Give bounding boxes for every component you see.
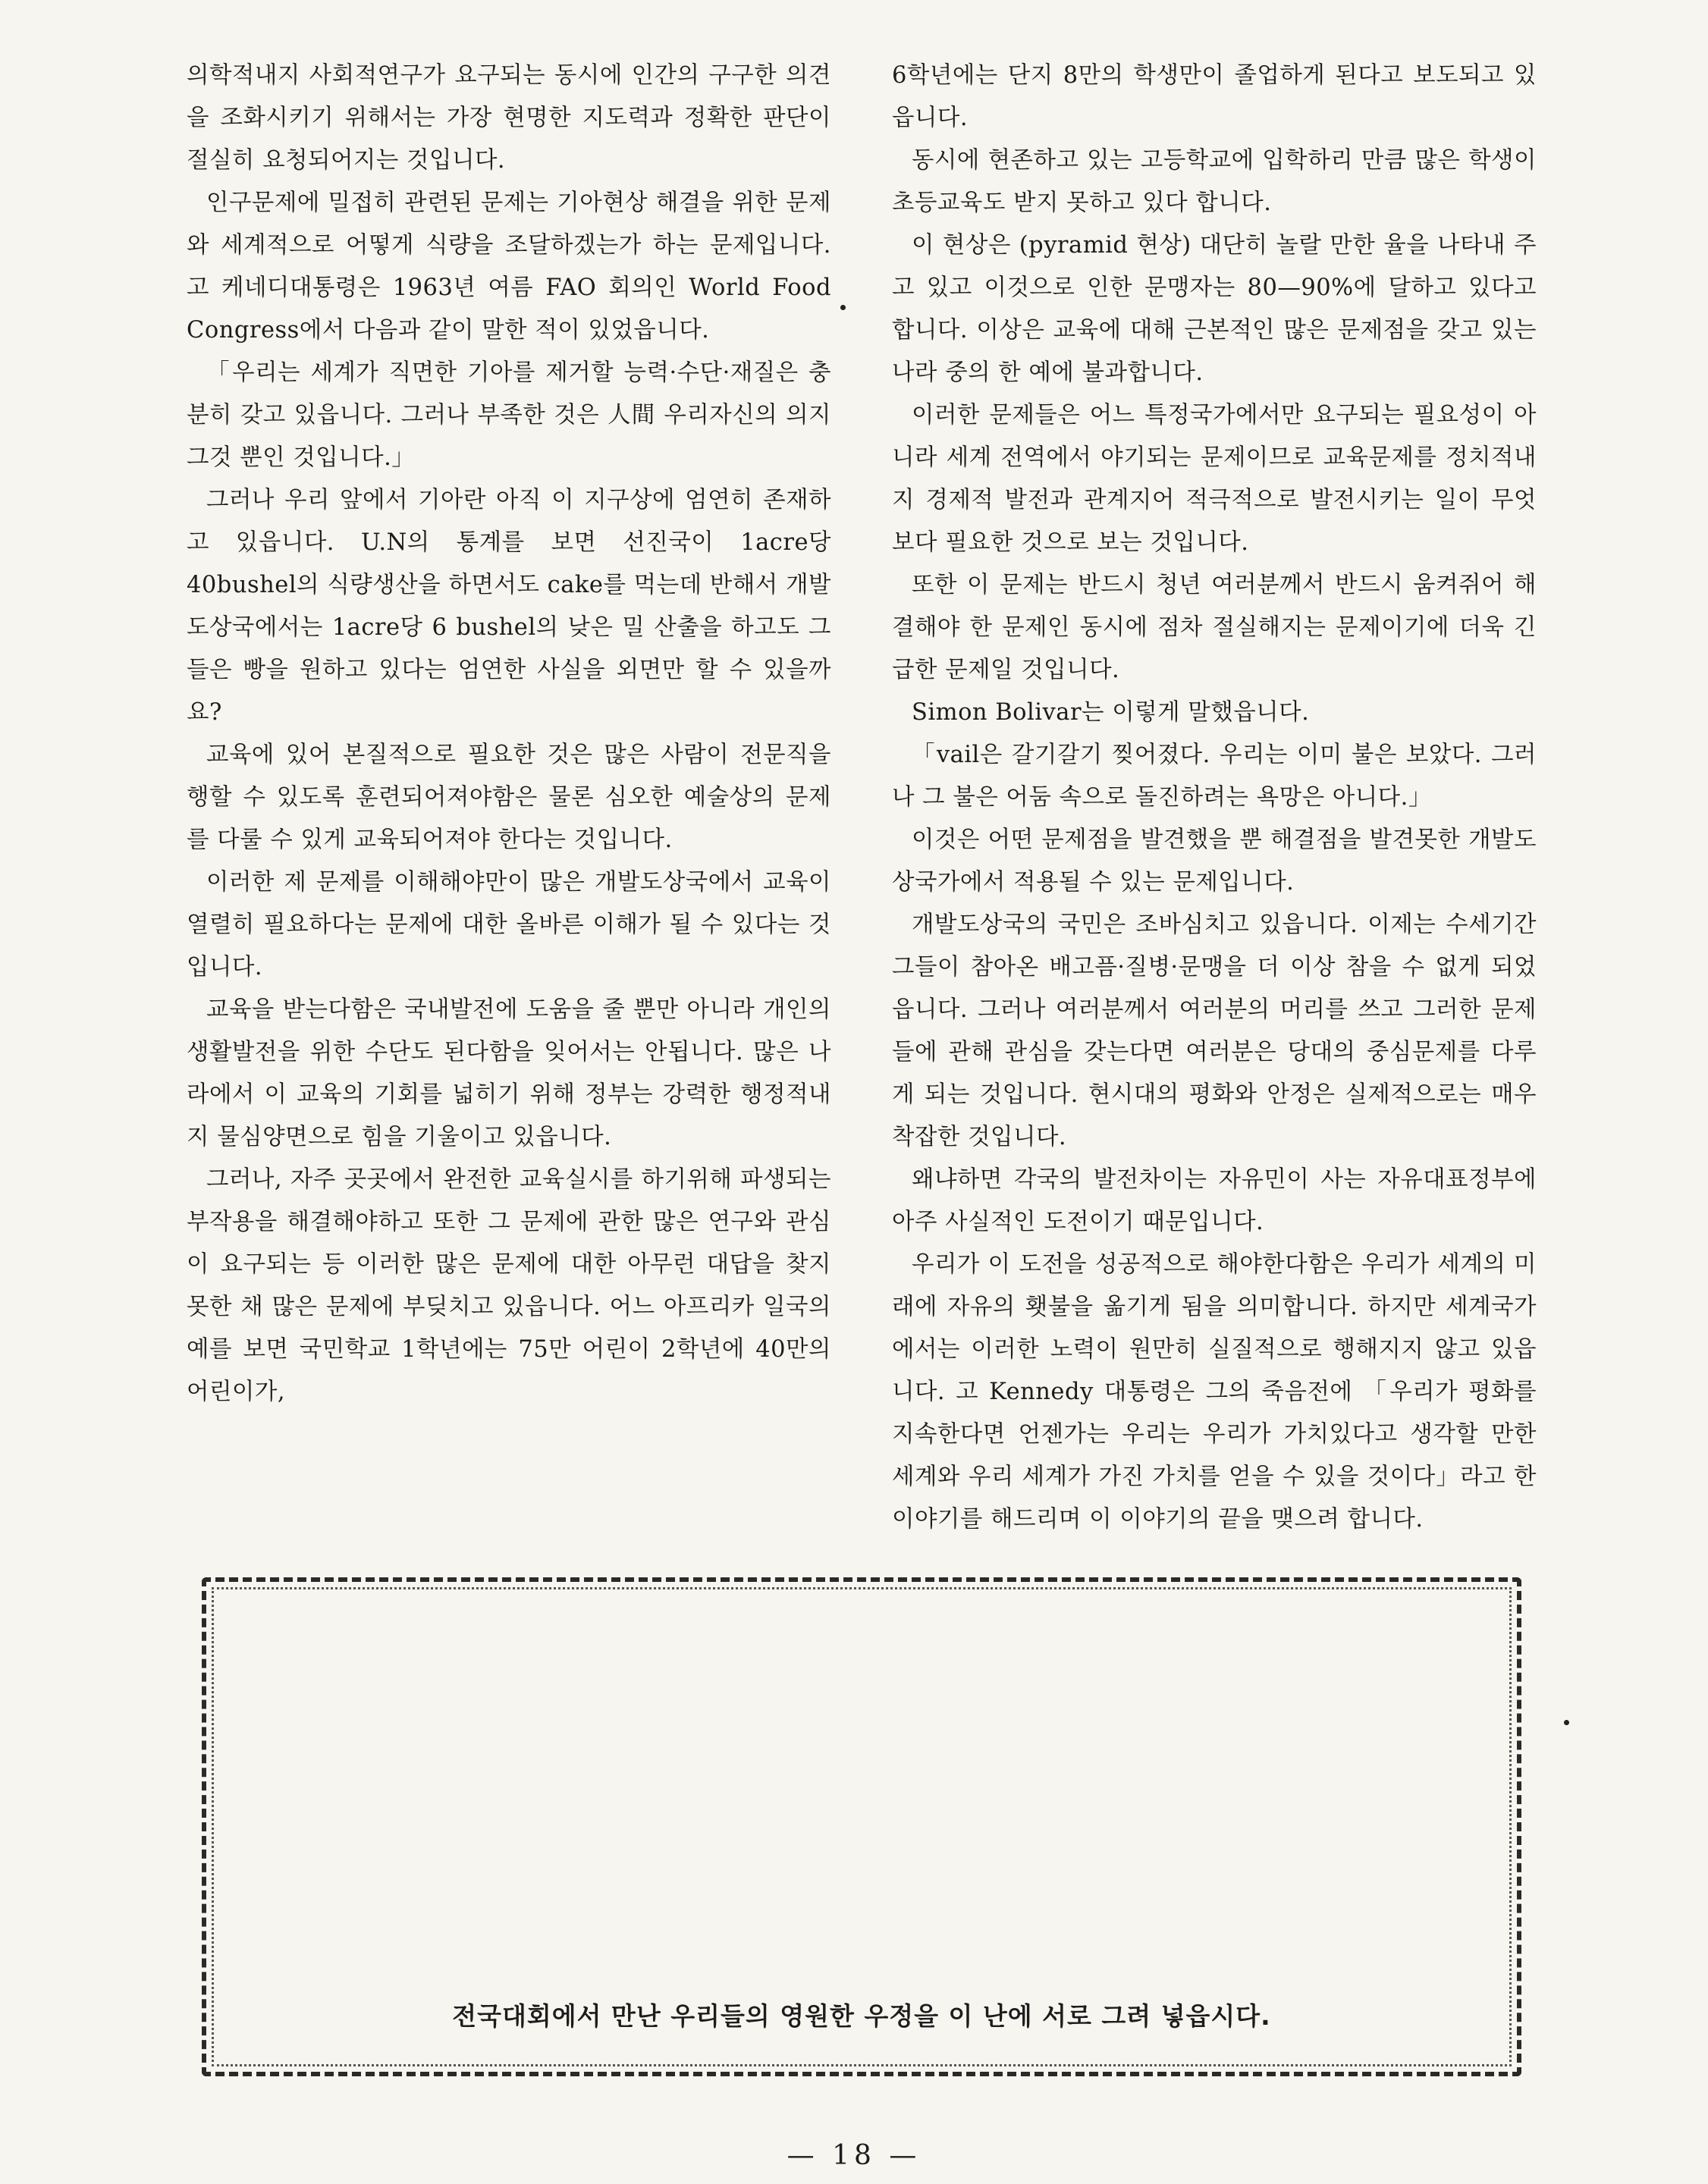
paragraph: 그러나 우리 앞에서 기아란 아직 이 지구상에 엄연히 존재하고 있읍니다. U.N의 통계를 보면 선진국이 1acre당 40bushel의 식량생산을 하면서도 cake를 먹는데 반해서 개발도상국에서는 1acre당 6 bushel의 낮은 밀 산출을 하고도 그들은 빵을 원하고 있다는 엄연한 사실을 외면만 할 수 있을까요? — [187, 487, 831, 726]
paragraph: 우리가 이 도전을 성공적으로 해야한다함은 우리가 세계의 미래에 자유의 횃불을 옮기게 됨을 의미합니다. 하지만 세계국가에서는 이러한 노력이 원만히 실질적으로 행해지지 않고 있읍니다. 고 Kennedy 대통령은 그의 죽음전에 「우리가 평화를 지속한다면 언젠가는 우리는 우리가 가치있다고 생각할 만한 세계와 우리 세계가 가진 가치를 얻을 수 있을 것이다」라고 한 이야기를 해드리며 이 이야기의 끝을 맺으려 합니다. — [892, 1251, 1537, 1533]
paragraph: 의학적내지 사회적연구가 요구되는 동시에 인간의 구구한 의견을 조화시키기 위해서는 가장 현명한 지도력과 정확한 판단이 절실히 요청되어지는 것입니다. — [187, 62, 831, 174]
box-caption: 전국대회에서 만난 우리들의 영원한 우정을 이 난에 서로 그려 넣읍시다. — [452, 2001, 1271, 2031]
paragraph: 왜냐하면 각국의 발전차이는 자유민이 사는 자유대표정부에 아주 사실적인 도전이기 때문입니다. — [892, 1166, 1537, 1235]
paragraph: 교육을 받는다함은 국내발전에 도움을 줄 뿐만 아니라 개인의 생활발전을 위한 수단도 된다함을 잊어서는 안됩니다. 많은 나라에서 이 교육의 기회를 넓히기 위해 정부는 강력한 행정적내지 물심양면으로 힘을 기울이고 있읍니다. — [187, 996, 831, 1150]
paragraph: 이것은 어떤 문제점을 발견했을 뿐 해결점을 발견못한 개발도상국가에서 적용될 수 있는 문제입니다. — [892, 827, 1537, 896]
text-columns — [187, 55, 1537, 1541]
paragraph: 동시에 현존하고 있는 고등학교에 입학하리 만큼 많은 학생이 초등교육도 받지 못하고 있다 합니다. — [892, 147, 1537, 216]
paragraph: 「vail은 갈기갈기 찢어졌다. 우리는 이미 불은 보았다. 그러나 그 불은 어둠 속으로 돌진하려는 욕망은 아니다.」 — [892, 742, 1537, 811]
page-number: — 18 — — [786, 2140, 922, 2171]
paragraph: 이러한 제 문제를 이해해야만이 많은 개발도상국에서 교육이 열렬히 필요하다는 문제에 대한 올바른 이해가 될 수 있다는 것입니다. — [187, 869, 831, 981]
paragraph: 「우리는 세계가 직면한 기아를 제거할 능력·수단·재질은 충분히 갖고 있읍니다. 그러나 부족한 것은 人間 우리자신의 의지 그것 뿐인 것입니다.」 — [187, 359, 831, 471]
paragraph: 개발도상국의 국민은 조바심치고 있읍니다. 이제는 수세기간 그들이 참아온 배고픔·질병·문맹을 더 이상 참을 수 없게 되었읍니다. 그러나 여러분께서 여러분의 머리를 쓰고 그러한 문제들에 관해 관심을 갖는다면 여러분은 당대의 중심문제를 다루게 되는 것입니다. 현시대의 평화와 안정은 실제적으로는 매우 착잡한 것입니다. — [892, 912, 1537, 1150]
print-speck — [840, 305, 846, 310]
drawing-box — [202, 1577, 1521, 2076]
paragraph: 이 현상은 (pyramid 현상) 대단히 놀랄 만한 율을 나타내 주고 있고 이것으로 인한 문맹자는 80—90%에 달하고 있다고 합니다. 이상은 교육에 대해 근본적인 많은 문제점을 갖고 있는 나라 중의 한 예에 불과합니다. — [892, 232, 1537, 386]
right-column — [892, 55, 1537, 1541]
left-column — [187, 55, 831, 1541]
paragraph: 이러한 문제들은 어느 특정국가에서만 요구되는 필요성이 아니라 세계 전역에서 야기되는 문제이므로 교육문제를 정치적내지 경제적 발전과 관계지어 적극적으로 발전시키는 일이 무엇보다 필요한 것으로 보는 것입니다. — [892, 402, 1537, 556]
paragraph: 또한 이 문제는 반드시 청년 여러분께서 반드시 움켜쥐어 해결해야 한 문제인 동시에 점차 절실해지는 문제이기에 더욱 긴급한 문제일 것입니다. — [892, 572, 1537, 683]
paragraph: 교육에 있어 본질적으로 필요한 것은 많은 사람이 전문직을 행할 수 있도록 훈련되어져야함은 물론 심오한 예술상의 문제를 다룰 수 있게 교육되어져야 한다는 것입니다. — [187, 742, 831, 853]
print-speck — [1564, 1720, 1569, 1725]
paragraph: Simon Bolivar는 이렇게 말했읍니다. — [912, 699, 1310, 726]
paragraph: 인구문제에 밀접히 관련된 문제는 기아현상 해결을 위한 문제와 세계적으로 어떻게 식량을 조달하겠는가 하는 문제입니다. 고 케네디대통령은 1963년 여름 FAO 회의인 World Food Congress에서 다음과 같이 말한 적이 있었읍니다. — [187, 190, 831, 344]
paragraph: 6학년에는 단지 8만의 학생만이 졸업하게 된다고 보도되고 있읍니다. — [892, 62, 1537, 131]
paragraph: 그러나, 자주 곳곳에서 완전한 교육실시를 하기위해 파생되는 부작용을 해결해야하고 또한 그 문제에 관한 많은 연구와 관심이 요구되는 등 이러한 많은 문제에 대한 아무런 대답을 찾지 못한 채 많은 문제에 부딪치고 있읍니다. 어느 아프리카 일국의 예를 보면 국민학교 1학년에는 75만 어린이 2학년에 40만의 어린이가, — [187, 1166, 831, 1405]
